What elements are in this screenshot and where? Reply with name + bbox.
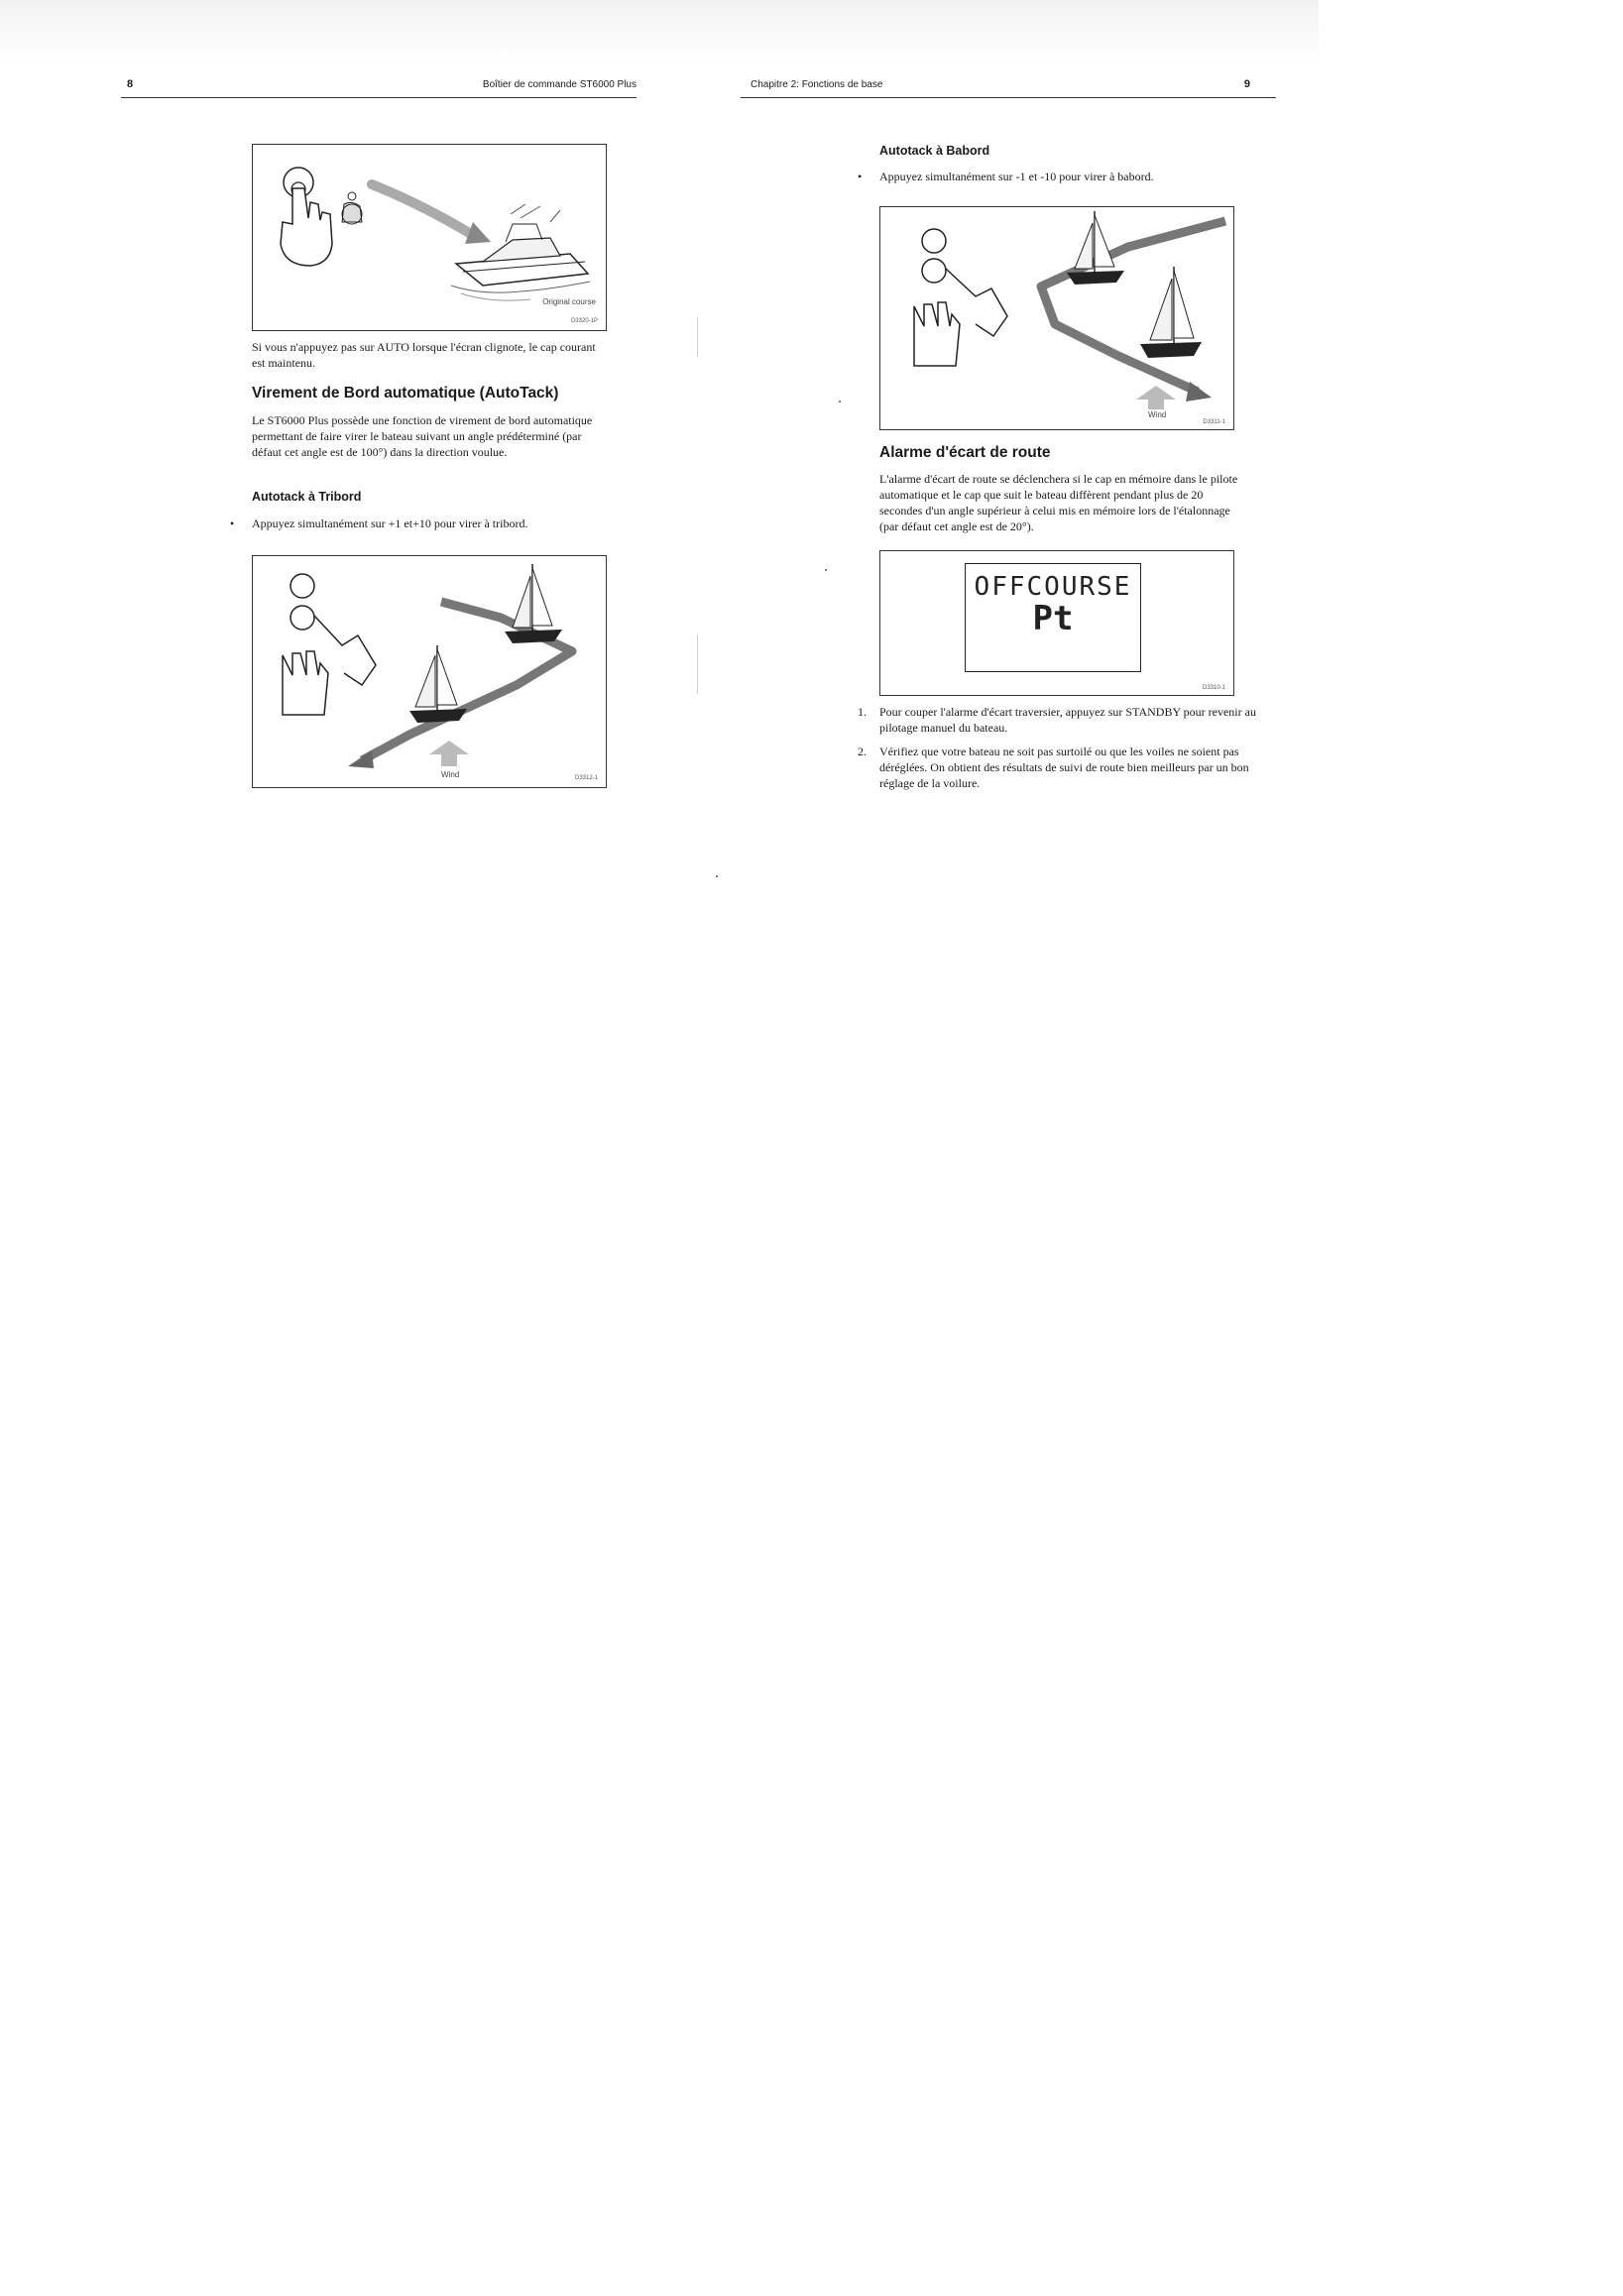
figure-starboard-tack	[252, 555, 607, 788]
page-gutter-mark	[697, 317, 698, 357]
page-gutter-mark	[697, 634, 698, 694]
figure-auto-course	[252, 144, 607, 331]
figure-code: D3320-1P	[570, 318, 598, 324]
section-paragraph-offcourse: L'alarme d'écart de route se déclenchera si le cap en mémoire dans le pilote automatique et le cap que suit le bateau diffèrent pendant plus de 20 secondes d'un angle supérieur à celui mis en mémoire lors de l'étalonnage (par défaut cet angle est de 20°).	[879, 472, 1238, 533]
right-page	[741, 69, 1256, 790]
bullet-dot: •	[858, 170, 863, 183]
left-page	[121, 69, 637, 781]
left-page-header	[121, 69, 637, 98]
step-text: Vérifiez que votre bateau ne soit pas surtoilé ou que les voiles ne soient pas déréglées. On obtient des résultats de suivi de route bien meilleurs par un bon réglage de la voilure.	[879, 745, 1249, 790]
step-item	[858, 704, 1268, 736]
lcd-line-offcourse: OFFCOURSE	[974, 572, 1132, 602]
running-header: Chapitre 2: Fonctions de base	[751, 79, 883, 90]
step-number: 2.	[858, 745, 867, 758]
page-number: 9	[1243, 78, 1250, 90]
section-paragraph-autotack: Le ST6000 Plus possède une fonction de virement de bord automatique permettant de faire virer le bateau suivant un angle prédéterminé (par défaut cet angle est de 100°) dans la direction voulue.	[252, 413, 593, 459]
lcd-line-pt: Pt	[1032, 599, 1074, 638]
sailboat-tack-illustration	[880, 207, 1233, 429]
figure-code: D3312-1	[574, 775, 598, 781]
scan-shadow	[0, 0, 1319, 59]
wind-label: Wind	[1148, 410, 1167, 419]
figure-code: D3310-1	[1202, 685, 1225, 691]
bullet-text: Appuyez simultanément sur -1 et -10 pour virer à babord.	[879, 170, 1154, 183]
figure-caption-original-course: Original course	[542, 297, 596, 306]
figure-port-tack	[879, 206, 1234, 430]
section-title-autotack: Virement de Bord automatique (AutoTack)	[252, 385, 559, 402]
scan-speck	[839, 401, 841, 402]
wind-label: Wind	[441, 770, 460, 779]
figure-code: D3311-1	[1203, 419, 1225, 425]
page-number: 8	[127, 78, 134, 90]
step-text: Pour couper l'alarme d'écart traversier, appuyez sur STANDBY pour revenir au pilotage manuel du bateau.	[879, 705, 1256, 735]
bullet-babord	[858, 169, 1276, 184]
section-title-offcourse-alarm: Alarme d'écart de route	[879, 444, 1051, 461]
sailboat-tack-illustration	[253, 556, 606, 787]
scan-speck	[825, 569, 827, 571]
bullet-tribord	[230, 516, 629, 531]
running-header: Boîtier de commande ST6000 Plus	[482, 79, 637, 90]
scan-speck	[716, 875, 718, 877]
figure-lcd-offcourse	[879, 550, 1234, 696]
step-item	[858, 744, 1268, 791]
bullet-text: Appuyez simultanément sur +1 et+10 pour virer à tribord.	[252, 517, 528, 530]
subsection-title-babord: Autotack à Babord	[879, 144, 990, 158]
bullet-dot: •	[230, 517, 235, 530]
subsection-title-tribord: Autotack à Tribord	[252, 490, 362, 504]
auto-note-paragraph: Si vous n'appuyez pas sur AUTO lorsque l'écran clignote, le cap courant est maintenu.	[252, 340, 596, 370]
right-page-header	[741, 69, 1276, 98]
step-number: 1.	[858, 705, 867, 719]
lcd-display	[965, 563, 1141, 672]
